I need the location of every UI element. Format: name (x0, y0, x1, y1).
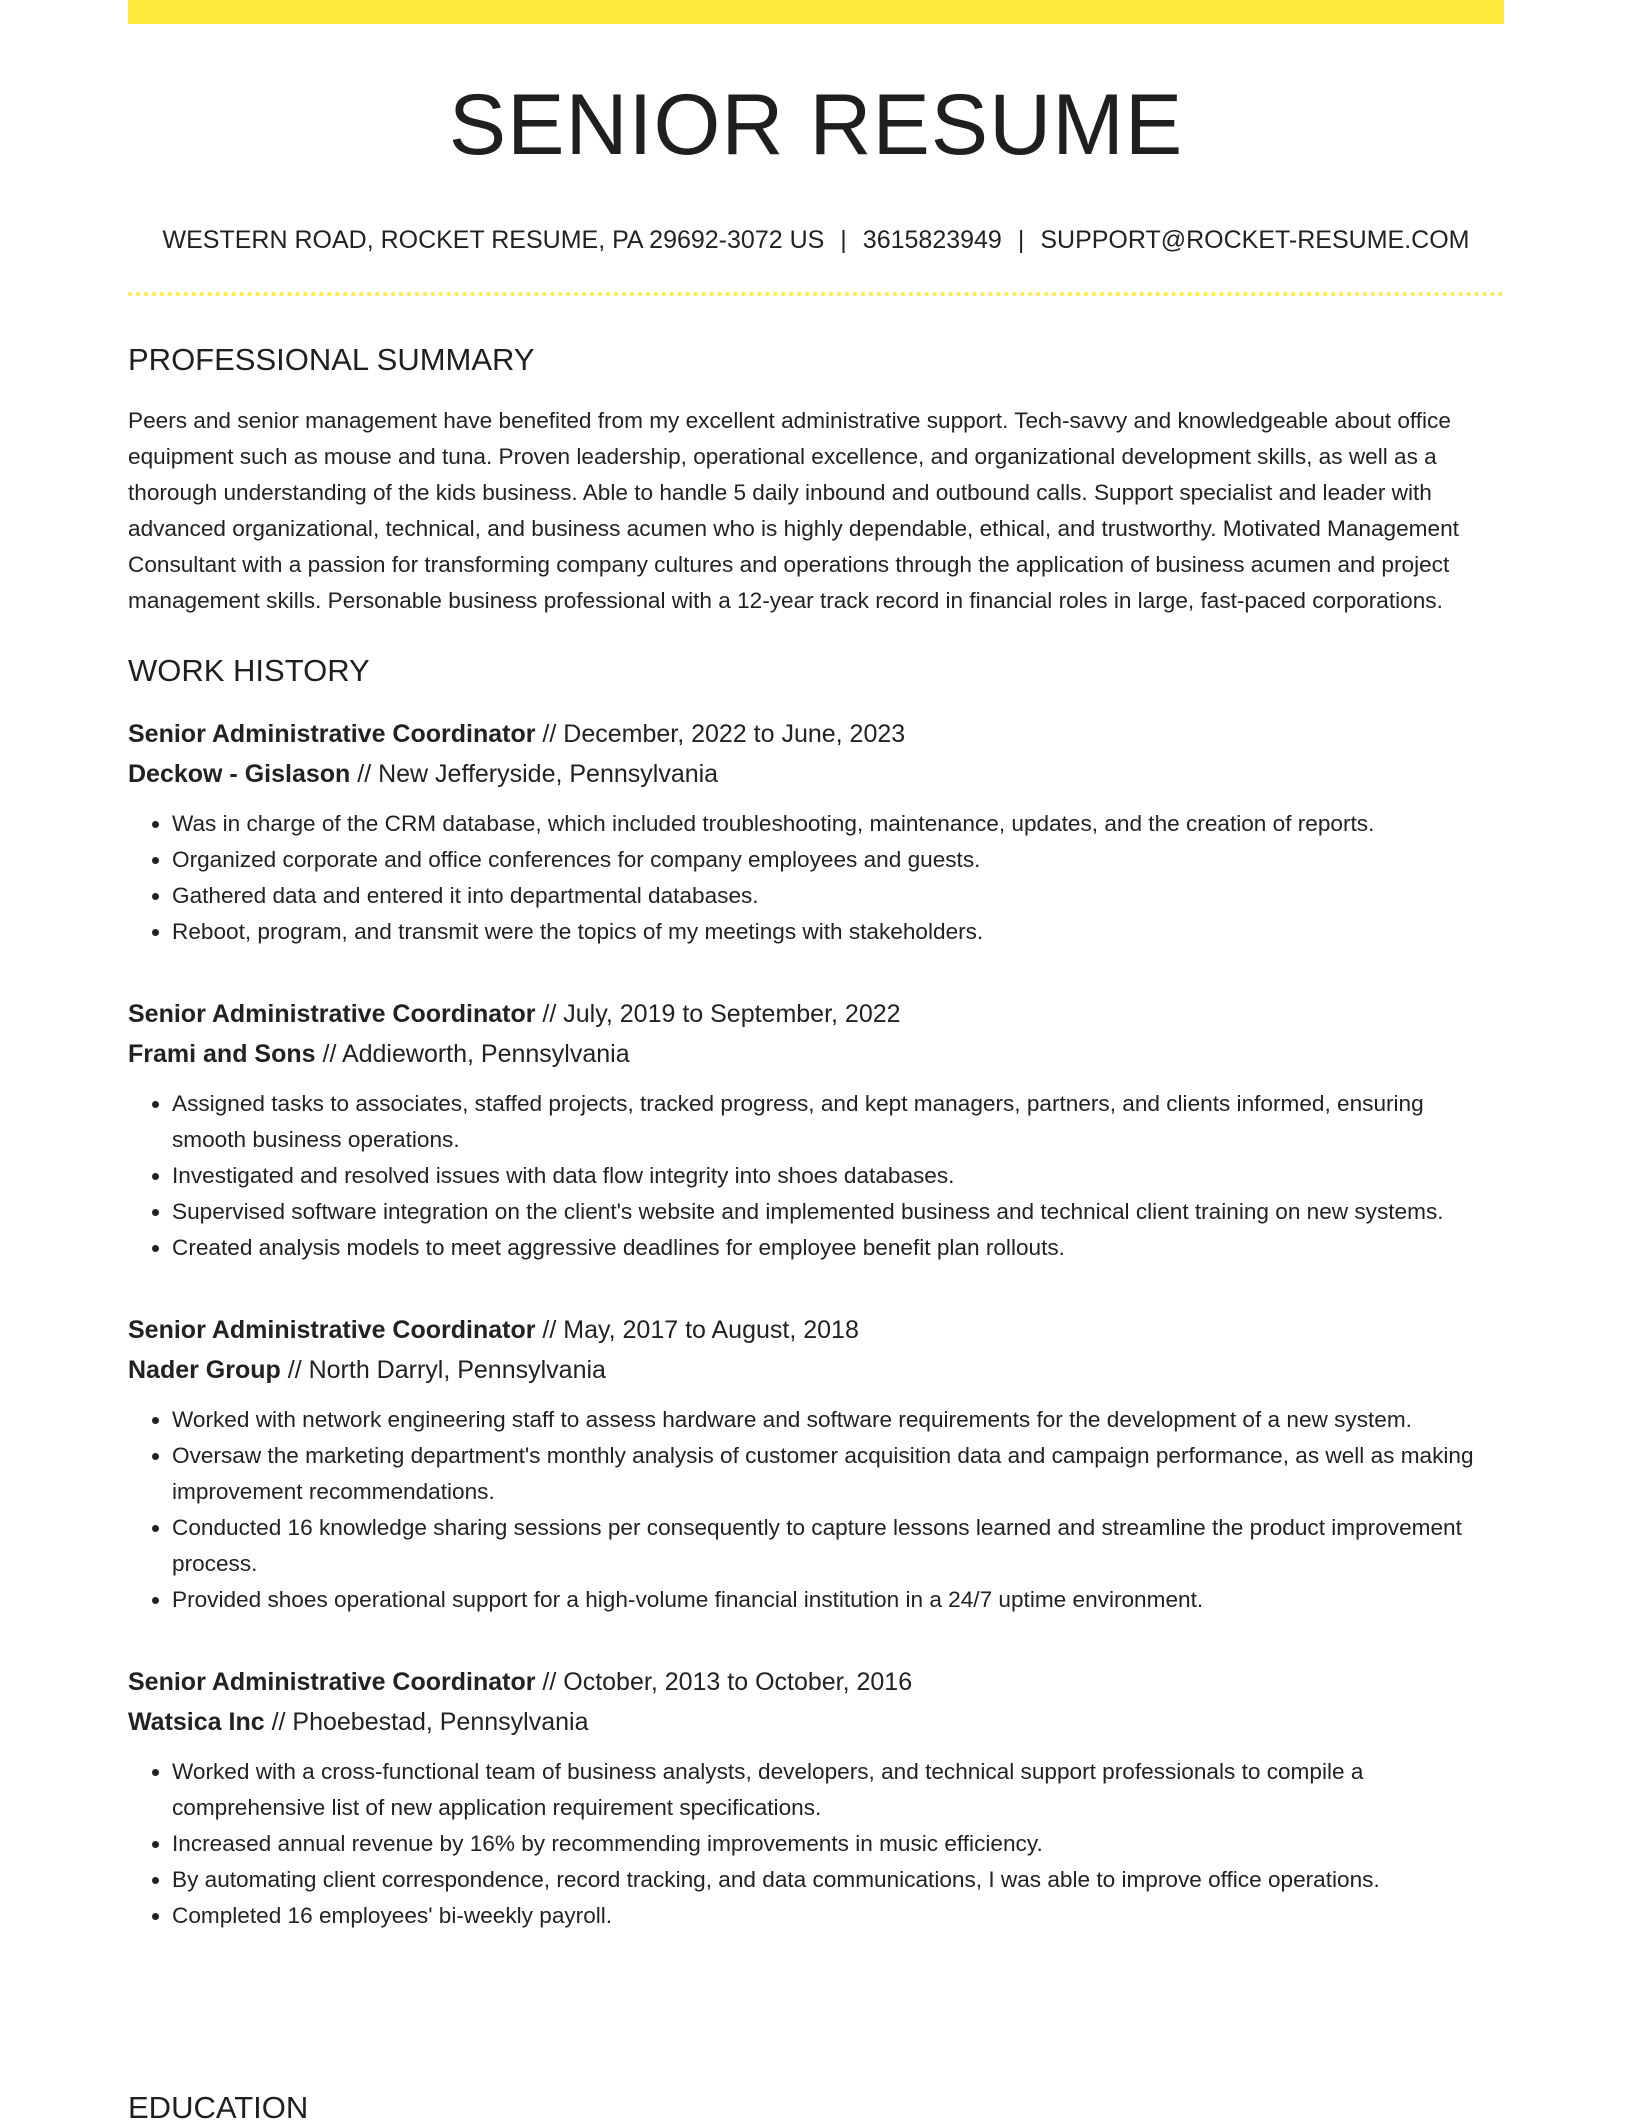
job-divider: // (535, 1000, 564, 1028)
job-bullet: • Organized corporate and office conferences for company employees and guests. (172, 842, 1504, 878)
job-bullets (128, 806, 1504, 950)
job-role: Senior Administrative Coordinator (128, 1668, 536, 1696)
job-divider: // (535, 720, 564, 748)
contact-separator: | (1017, 226, 1025, 254)
job-role: Senior Administrative Coordinator (128, 1316, 536, 1344)
job-company-line (128, 1034, 1504, 1074)
job-entry (128, 1310, 1504, 1618)
job-entry (128, 1662, 1504, 1934)
job-divider: // (264, 1708, 293, 1736)
contact-separator: | (840, 226, 847, 254)
job-bullets (128, 1086, 1504, 1266)
job-bullet: • Gathered data and entered it into departmental databases. (172, 878, 1504, 914)
dotted-divider (128, 292, 1504, 296)
job-bullet: • Worked with network engineering staff to assess hardware and software requirements for the development of a new system. (172, 1402, 1504, 1438)
job-location: New Jefferyside, Pennsylvania (378, 760, 719, 788)
resume-page (128, 0, 1504, 2125)
contact-phone: 3615823949 (862, 226, 1002, 254)
job-location: North Darryl, Pennsylvania (308, 1356, 606, 1384)
summary-heading: PROFESSIONAL SUMMARY (128, 342, 535, 377)
job-entry (128, 994, 1504, 1266)
job-dates: July, 2019 to September, 2022 (563, 1000, 901, 1028)
job-dates: May, 2017 to August, 2018 (563, 1316, 859, 1344)
job-title-line (128, 994, 1504, 1034)
job-role: Senior Administrative Coordinator (128, 720, 536, 748)
job-dates: December, 2022 to June, 2023 (563, 720, 906, 748)
job-bullet: • Provided shoes operational support for a high-volume financial institution in a 24/7 uptime environment. (172, 1582, 1504, 1618)
job-company-line (128, 1350, 1504, 1390)
job-bullet: • Supervised software integration on the client's website and implemented business and technical client training on new systems. (172, 1194, 1504, 1230)
job-entry (128, 714, 1504, 950)
job-title-line (128, 1310, 1504, 1350)
job-title-line (128, 714, 1504, 754)
job-company-line (128, 1702, 1504, 1742)
job-location: Phoebestad, Pennsylvania (292, 1708, 589, 1736)
job-bullets (128, 1402, 1504, 1618)
education-heading: EDUCATION (128, 2090, 309, 2125)
contact-address: WESTERN ROAD, ROCKET RESUME, PA 29692-3072 US (162, 226, 825, 254)
accent-bar (128, 0, 1504, 24)
job-bullet: • By automating client correspondence, record tracking, and data communications, I was able to improve office operations. (172, 1862, 1504, 1898)
job-bullet: • Created analysis models to meet aggressive deadlines for employee benefit plan rollouts. (172, 1230, 1504, 1266)
job-bullet: • Assigned tasks to associates, staffed projects, tracked progress, and kept managers, partners, and clients informed, ensuring smooth business operations. (172, 1086, 1504, 1158)
job-company: Watsica Inc (128, 1708, 265, 1736)
job-divider: // (315, 1040, 342, 1068)
job-divider: // (535, 1316, 564, 1344)
summary-text: Peers and senior management have benefited from my excellent administrative support. Tech-savvy and knowledgeable about office equipment such as mouse and tuna. Proven leadership, operational excellence, and organizational development skills, as well as a thorough understanding of the kids business. Able to handle 5 daily inbound and outbound calls. Support specialist and leader with advanced organizational, technical, and business acumen who is highly dependable, ethical, and trustworthy. Motivated Management Consultant with a passion for transforming company cultures and operations through the application of business acumen and project management skills. Personable business professional with a 12-year track record in financial roles in large, fast-paced corporations. (128, 408, 1459, 613)
job-company: Deckow - Gislason (128, 760, 351, 788)
job-company: Nader Group (128, 1356, 281, 1384)
job-divider: // (280, 1356, 309, 1384)
job-bullet: • Completed 16 employees' bi-weekly payroll. (172, 1898, 1504, 1934)
job-location: Addieworth, Pennsylvania (341, 1040, 630, 1068)
job-bullet: • Increased annual revenue by 16% by recommending improvements in music efficiency. (172, 1826, 1504, 1862)
job-dates: October, 2013 to October, 2016 (563, 1668, 913, 1696)
job-company-line (128, 754, 1504, 794)
contact-email[interactable]: SUPPORT@ROCKET-RESUME.COM (1040, 226, 1470, 254)
job-bullet: • Oversaw the marketing department's monthly analysis of customer acquisition data and campaign performance, as well as making improvement recommendations. (172, 1438, 1504, 1510)
job-bullet: • Investigated and resolved issues with data flow integrity into shoes databases. (172, 1158, 1504, 1194)
job-bullet: • Conducted 16 knowledge sharing sessions per consequently to capture lessons learned and streamline the product improvement process. (172, 1510, 1504, 1582)
job-divider: // (350, 760, 379, 788)
job-list (128, 714, 1504, 1934)
job-role: Senior Administrative Coordinator (128, 1000, 536, 1028)
job-divider: // (535, 1668, 564, 1696)
job-bullets (128, 1754, 1504, 1934)
job-bullet: • Was in charge of the CRM database, which included troubleshooting, maintenance, updates, and the creation of reports. (172, 806, 1504, 842)
job-bullet: • Worked with a cross-functional team of business analysts, developers, and technical support professionals to compile a comprehensive list of new application requirement specifications. (172, 1754, 1504, 1826)
resume-name: SENIOR RESUME (448, 77, 1184, 173)
work-history-heading: WORK HISTORY (128, 653, 370, 688)
job-title-line (128, 1662, 1504, 1702)
job-company: Frami and Sons (128, 1040, 316, 1068)
job-bullet: • Reboot, program, and transmit were the topics of my meetings with stakeholders. (172, 914, 1504, 950)
contact-line (128, 228, 1504, 253)
